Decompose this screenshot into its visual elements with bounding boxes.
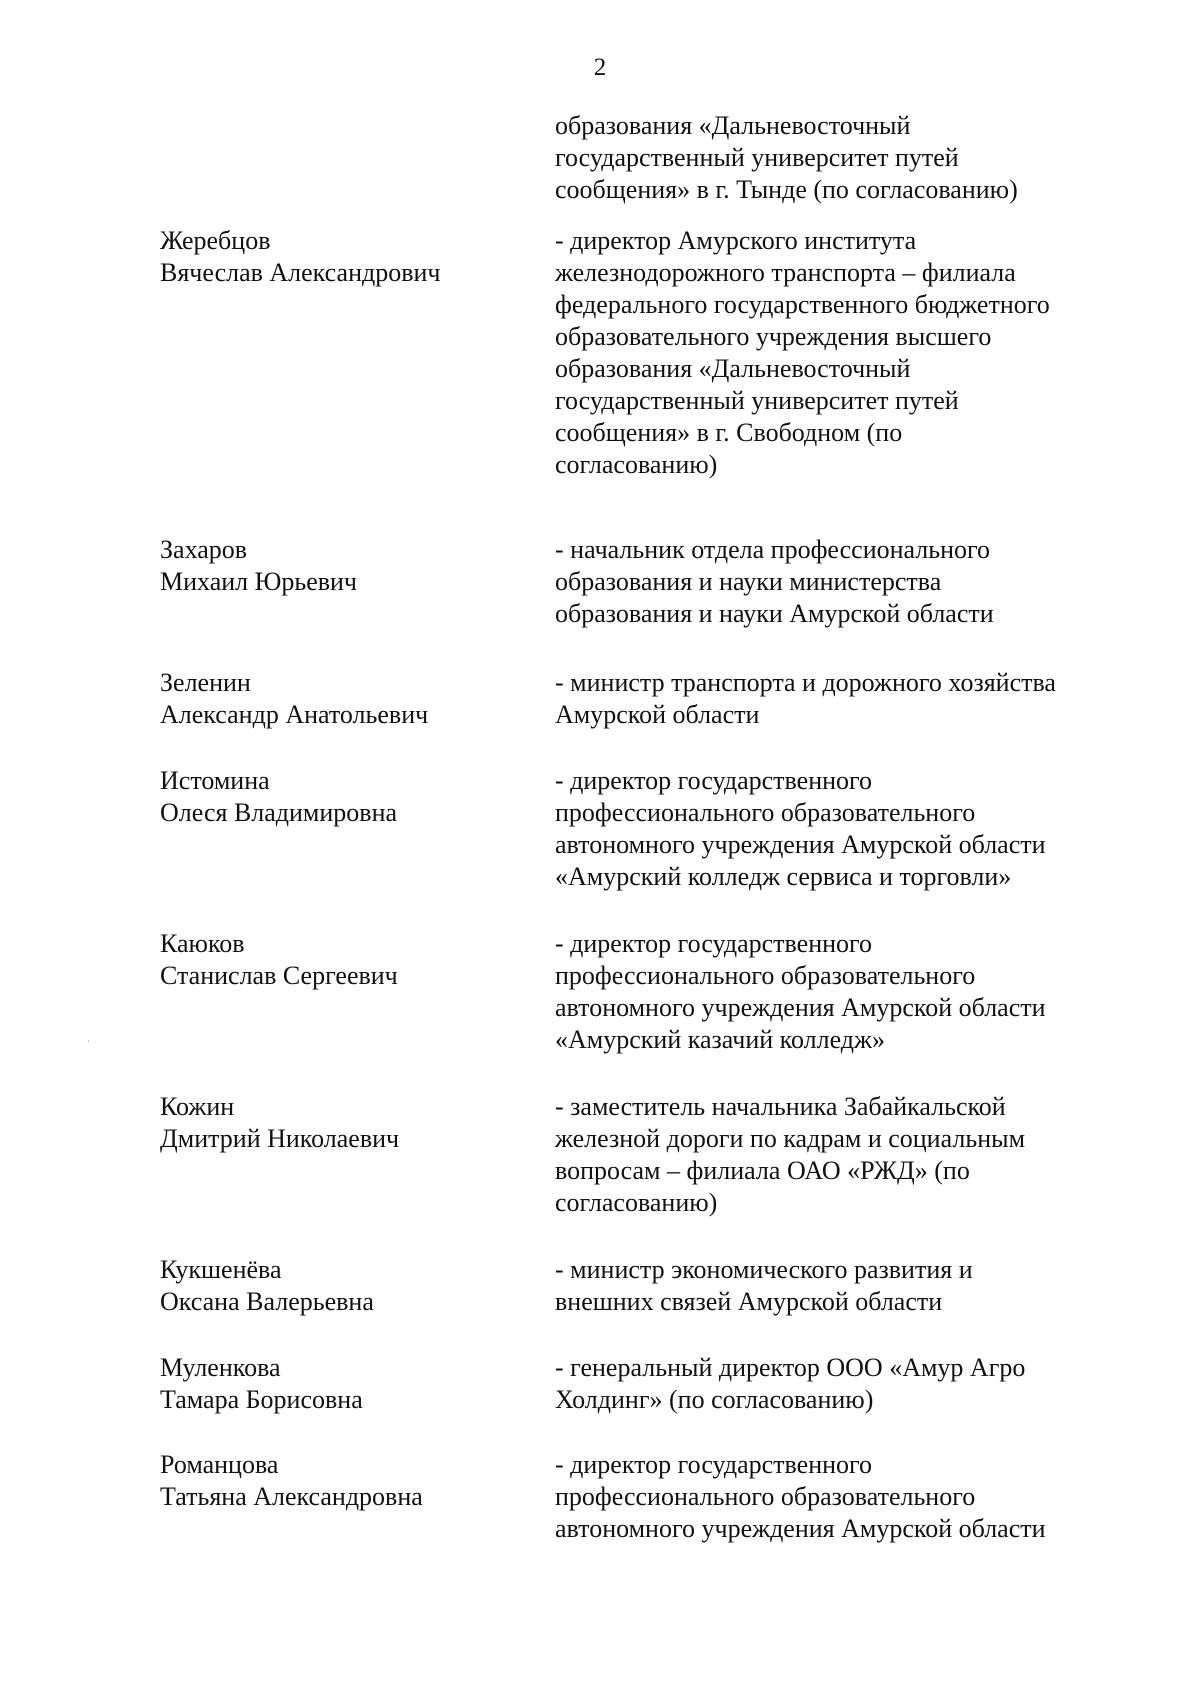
description-line: внешних связей Амурской области [555, 1287, 943, 1316]
scan-artifact [88, 1040, 89, 1042]
description-line: «Амурский колледж сервиса и торговли» [555, 862, 1012, 891]
member-description [555, 225, 1155, 481]
member-description [555, 1254, 1155, 1318]
description-line: сообщения» в г. Тынде (по согласованию) [555, 175, 1018, 204]
member-surname: Кукшенёва [160, 1255, 282, 1284]
description-line: профессионального образовательного [555, 798, 976, 827]
description-line: вопросам – филиала ОАО «РЖД» (по [555, 1156, 970, 1185]
member-description [555, 667, 1155, 731]
description-line: образования и науки министерства [555, 567, 942, 596]
member-name [160, 1091, 520, 1155]
description-line: - министр экономического развития и [555, 1255, 973, 1284]
description-line: государственный университет путей [555, 143, 959, 172]
member-given-name: Александр Анатольевич [160, 700, 429, 729]
description-line: автономного учреждения Амурской области [555, 830, 1046, 859]
member-name [160, 1254, 520, 1318]
description-line: - директор государственного [555, 1450, 873, 1479]
description-line: автономного учреждения Амурской области [555, 1514, 1046, 1543]
description-line: государственный университет путей [555, 386, 959, 415]
member-name [160, 765, 520, 829]
description-line: «Амурский казачий колледж» [555, 1025, 885, 1054]
description-line: образования и науки Амурской области [555, 599, 994, 628]
description-line: автономного учреждения Амурской области [555, 993, 1046, 1022]
member-description [555, 1091, 1155, 1219]
description-line: образования «Дальневосточный [555, 354, 911, 383]
member-surname: Захаров [160, 535, 248, 564]
member-name [160, 928, 520, 992]
member-given-name: Станислав Сергеевич [160, 961, 398, 990]
member-description [555, 928, 1155, 1056]
member-name [160, 667, 520, 731]
description-line: железной дороги по кадрам и социальным [555, 1124, 1026, 1153]
description-line: образовательного учреждения высшего [555, 322, 992, 351]
member-given-name: Татьяна Александровна [160, 1482, 423, 1511]
member-surname: Жеребцов [160, 226, 271, 255]
member-given-name: Дмитрий Николаевич [160, 1124, 400, 1153]
description-line: согласованию) [555, 1188, 718, 1217]
description-line: образования «Дальневосточный [555, 111, 911, 140]
description-line: Амурской области [555, 700, 760, 729]
member-given-name: Вячеслав Александрович [160, 258, 441, 287]
member-name [160, 1449, 520, 1513]
member-surname: Истомина [160, 766, 270, 795]
member-name [160, 225, 520, 289]
description-line: Холдинг» (по согласованию) [555, 1385, 874, 1414]
member-given-name: Михаил Юрьевич [160, 567, 358, 596]
description-line: - директор государственного [555, 766, 873, 795]
description-line: профессионального образовательного [555, 1482, 976, 1511]
member-description [555, 765, 1155, 893]
description-line: - заместитель начальника Забайкальской [555, 1092, 1006, 1121]
description-line: железнодорожного транспорта – филиала [555, 258, 1016, 287]
description-line: - директор государственного [555, 929, 873, 958]
member-description [555, 1449, 1155, 1545]
member-surname: Зеленин [160, 668, 251, 697]
description-line: - министр транспорта и дорожного хозяйства [555, 668, 1056, 697]
description-line: - генеральный директор ООО «Амур Агро [555, 1353, 1026, 1382]
member-description [555, 534, 1155, 630]
member-name [160, 1352, 520, 1416]
member-description [555, 1352, 1155, 1416]
page-number: 2 [593, 54, 607, 81]
description-line: сообщения» в г. Свободном (по [555, 418, 903, 447]
member-given-name: Олеся Владимировна [160, 798, 398, 827]
member-surname: Муленкова [160, 1353, 281, 1382]
description-line: - директор Амурского института [555, 226, 917, 255]
description-line: федерального государственного бюджетного [555, 290, 1050, 319]
description-line: - начальник отдела профессионального [555, 535, 991, 564]
member-given-name: Тамара Борисовна [160, 1385, 363, 1414]
member-surname: Кожин [160, 1092, 235, 1121]
member-given-name: Оксана Валерьевна [160, 1287, 374, 1316]
member-surname: Романцова [160, 1450, 279, 1479]
continuation-description [555, 110, 1155, 206]
description-line: согласованию) [555, 450, 718, 479]
member-surname: Каюков [160, 929, 245, 958]
member-name [160, 534, 520, 598]
description-line: профессионального образовательного [555, 961, 976, 990]
